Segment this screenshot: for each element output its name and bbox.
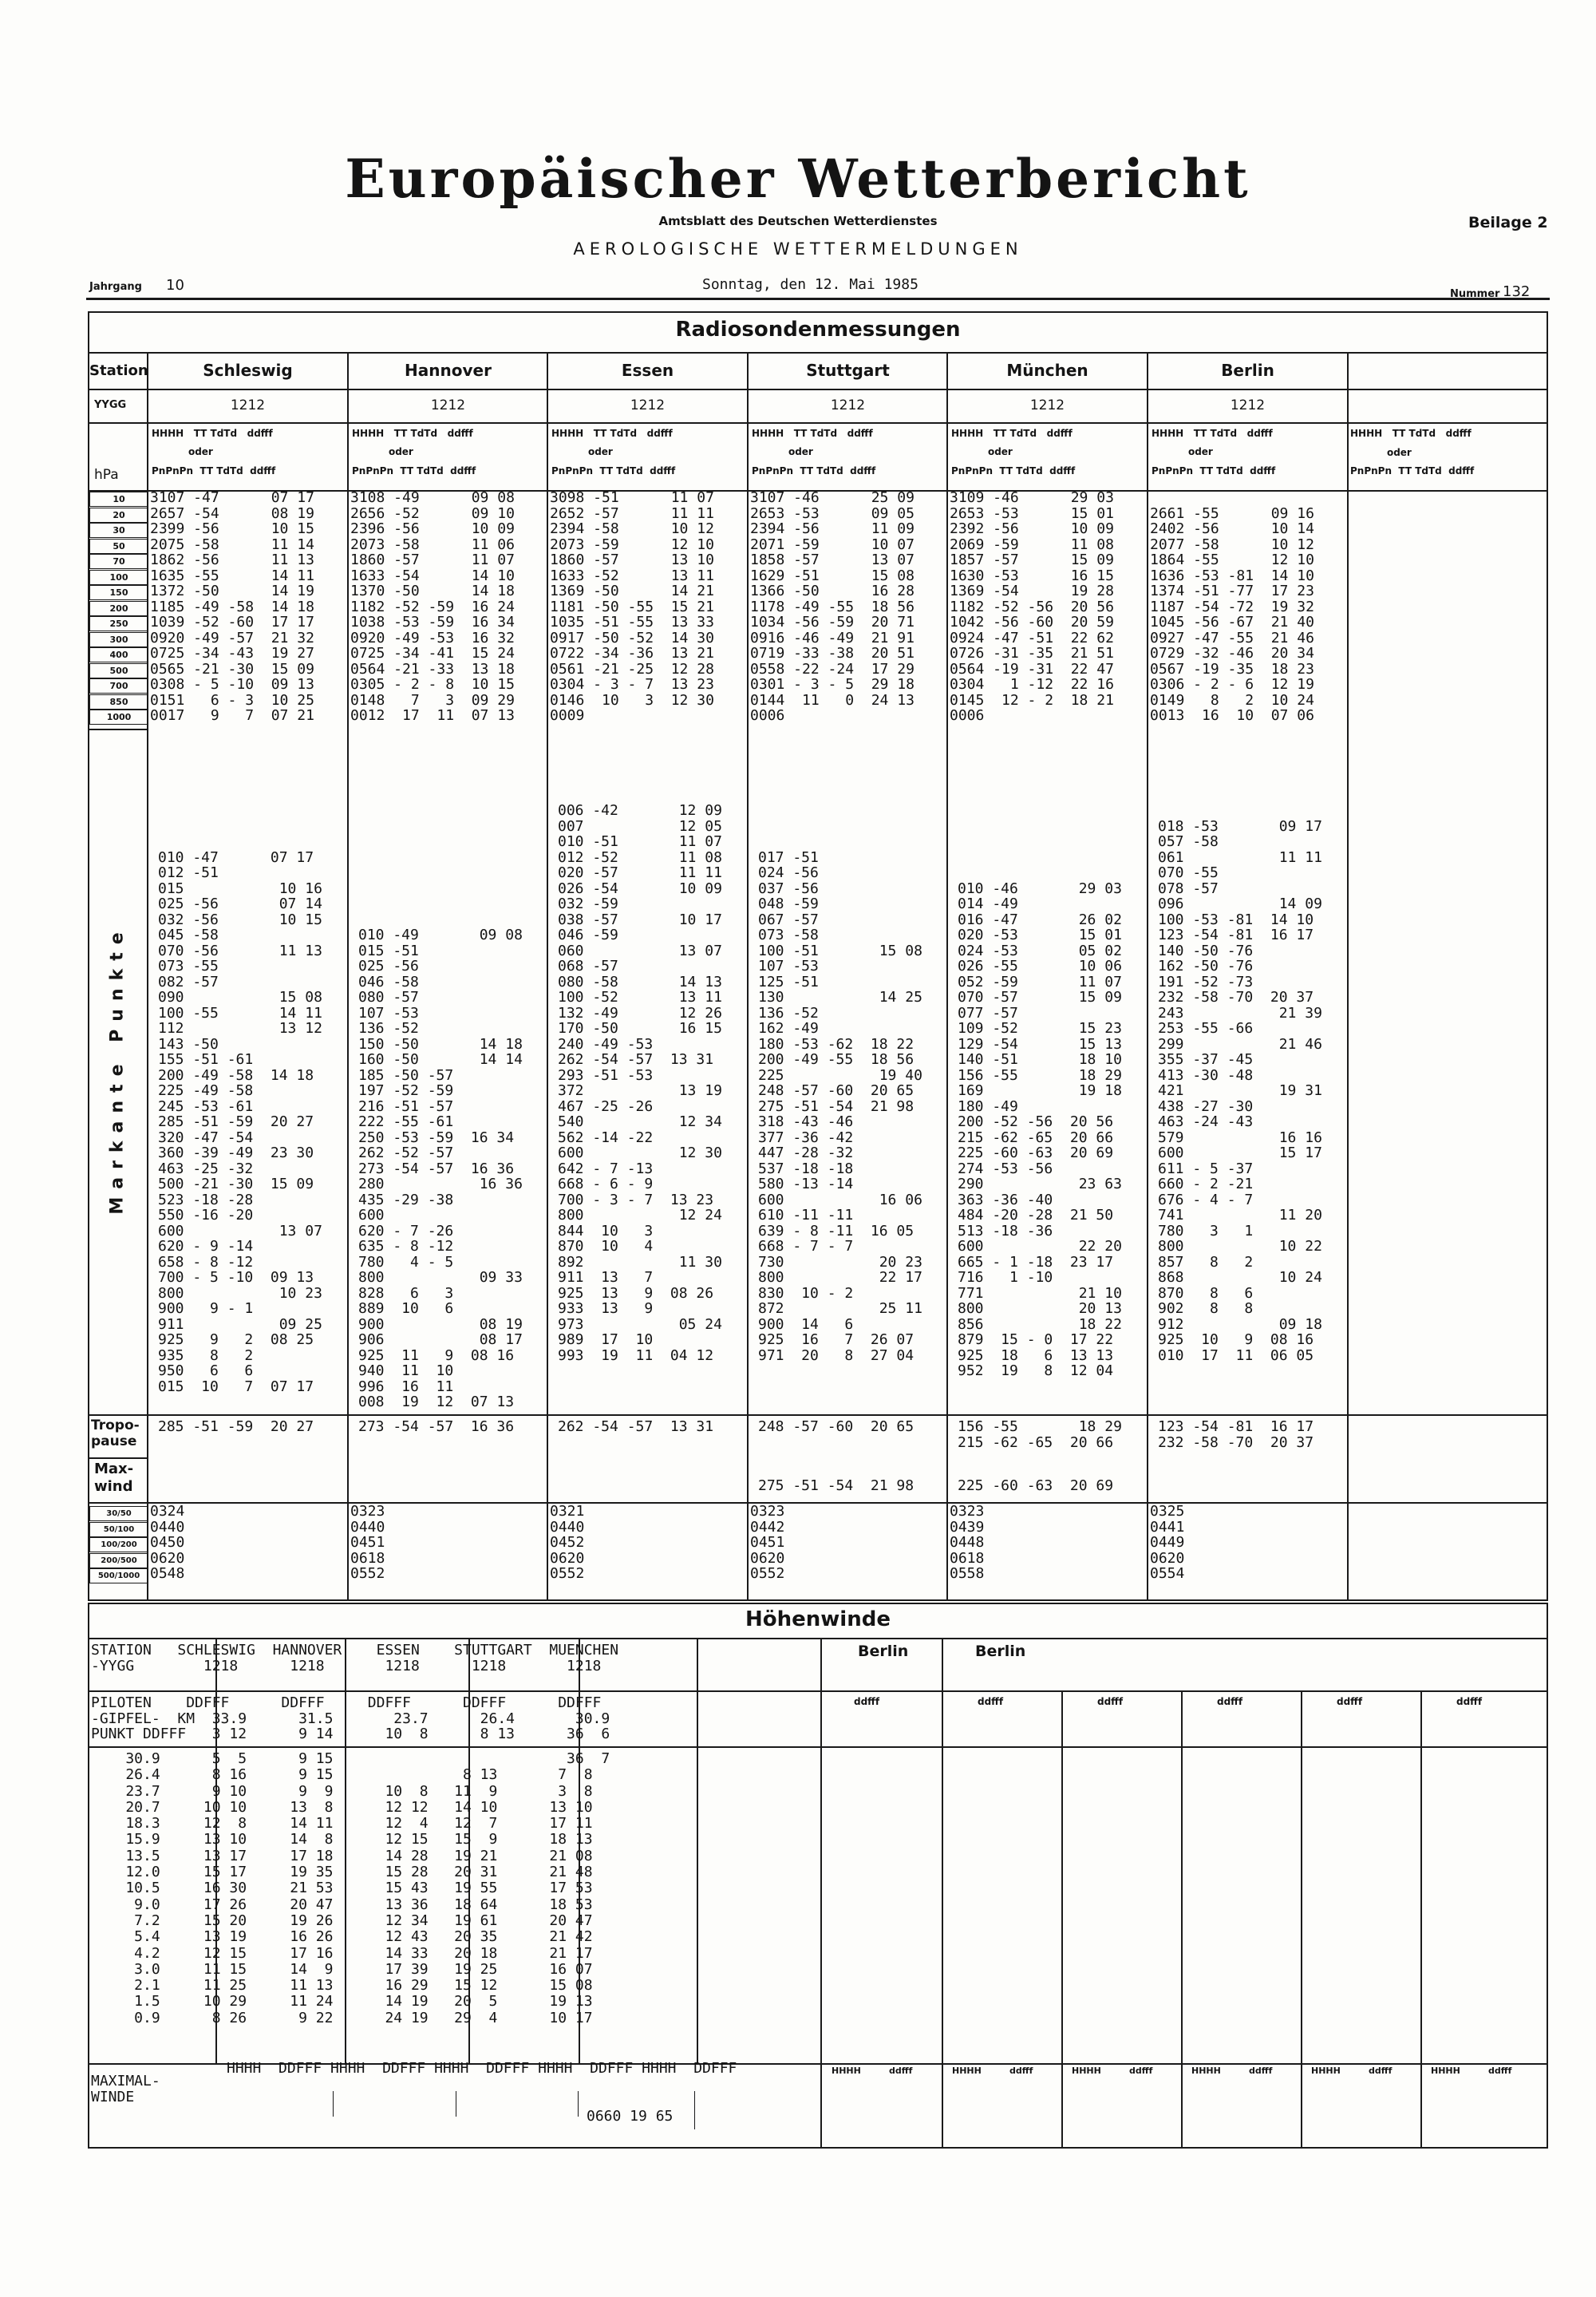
column-header-line2: oder (1350, 446, 1412, 458)
hw-maxwind-sublabel: ddfff (1249, 2066, 1273, 2076)
column-header-line2: oder (752, 446, 813, 457)
significant-points: 018 -53 09 17 057 -58 061 11 11 070 -55 078 -57 096 14 09 100 -53 -81 14 10 123 -54 -81 16 17 140 -50 -76 162 -50 -76 191 -52 -73 232 -58 -70 20 37 243 21 39 253 -55 -66 299 21 46 355 -37 -45 413 -30 -48 421 19 31 438 -27 -30 463 -24 -43 579 16 16 600 15 17 611 - 5 -37 660 - 2 -21 676 - 4 - 7 741 11 20 780 3 1 800 10 22 857 8 2 868 10 24 870 8 6 902 8 8 912 09 18 925 10 9 08 16 010 17 11 06 05 (1158, 817, 1322, 1364)
thickness-values: 0324 0440 0450 0620 0548 (150, 1503, 185, 1582)
significant-points: 006 -42 12 09 007 12 05 010 -51 11 07 012 -52 11 08 020 -57 11 11 026 -54 10 09 032 -59 038 -57 10 17 046 -59 060 13 07 068 -57 080 -58 14 13 100 -52 13 11 132 -49 12 26 170 -50 16 15 240 -49 -53 262 -54 -57 13 31 293 -51 -53 372 13 19 467 -25 -26 540 12 34 562 -14 -22 600 12 30 642 - 7 -13 668 - 6 - 9 700 - 3 - 7 13 23 800 12 24 844 10 3 870 10 4 892 11 30 911 13 7 925 13 9 08 26 933 13 9 973 05 24 989 17 10 993 19 11 04 12 (558, 802, 722, 1364)
hw-extra-station-1: Berlin (858, 1643, 909, 1660)
hw-ddfff-label: ddfff (1097, 1696, 1124, 1707)
column-header-line3: PnPnPn TT TdTd ddfff (1152, 465, 1276, 476)
column-header-line3: PnPnPn TT TdTd ddfff (951, 465, 1076, 476)
hw-extra-station-2: Berlin (975, 1643, 1026, 1660)
hw-piloten-block: PILOTEN DDFFF DDFFF DDFFF DDFFF DDFFF -GIPFEL- KM 33.9 31.5 23.7 26.4 30.9 PUNKT DDFFF 3 12 9 14 10 8 8 13 36 6 (91, 1694, 610, 1742)
hw-maxwind-sublabel: ddfff (1369, 2066, 1393, 2076)
station-name: Hannover (405, 361, 492, 380)
standard-levels: 3108 -49 09 08 2656 -52 09 10 2396 -56 10 09 2073 -58 11 06 1860 -57 11 07 1633 -54 14 10 1370 -50 14 18 1182 -52 -59 16 24 1038 -53 -59 16 34 0920 -49 -53 16 32 0725 -34 -41 15 24 0564 -21 -33 13 18 0305 - 2 - 8 10 15 0148 7 3 09 29 0012 17 11 07 13 (350, 489, 515, 724)
standard-levels: 2661 -55 09 16 2402 -56 10 14 2077 -58 10 12 1864 -55 12 10 1636 -53 -81 14 10 1374 -51 -77 17 23 1187 -54 -72 19 32 1045 -56 -67 21 40 0927 -47 -55 21 46 0729 -32 -46 20 34 0567 -19 -35 18 23 0306 - 2 - 6 12 19 0149 8 2 10 24 0013 16 10 07 06 (1150, 504, 1314, 724)
thickness-values: 0325 0441 0449 0620 0554 (1150, 1503, 1185, 1582)
station-yygg: 1212 (430, 397, 466, 413)
hw-maxwind-sublabel: HHHH (1431, 2066, 1460, 2076)
hw-ddfff-label: ddfff (978, 1696, 1004, 1707)
hpa-level-label: 20 (89, 508, 148, 523)
tropopause-values: 262 -54 -57 13 31 (558, 1418, 714, 1435)
station-name: Essen (621, 361, 674, 380)
section-title: AEROLOGISCHE WETTERMELDUNGEN (573, 239, 1023, 259)
hpa-level-label: 300 (89, 632, 148, 647)
maxwind-values: 275 -51 -54 21 98 (758, 1477, 915, 1494)
thickness-layer-label: 200/500 (89, 1553, 148, 1568)
column-header-line2: oder (951, 446, 1013, 457)
station-name: Schleswig (203, 361, 293, 380)
hw-maxwind-sublabel: HHHH (832, 2066, 861, 2076)
hpa-level-label: 50 (89, 539, 148, 554)
thickness-values: 0323 0439 0448 0618 0558 (950, 1503, 985, 1582)
column-header-line2: oder (152, 446, 213, 457)
tropopause-values: 273 -54 -57 16 36 (358, 1418, 515, 1435)
hw-wind-table: 30.9 5 5 9 15 36 7 26.4 8 16 9 15 8 13 7 8 23.7 9 10 9 9 10 8 11 9 3 8 20.7 10 10 13 8 12 12 14 10 13 10 18.3 12 8 14 11 12 4 12 7 17 11 15.9 13 10 14 8 12 15 15 9 18 13 13.5 13 17 17 18 14 28 19 21 21 08 12.0 15 17 19 35 15 28 20 31 21 48 10.5 16 30 21 53 15 43 19 55 17 53 9.0 17 26 20 47 13 36 18 64 18 53 7.2 15 20 19 26 12 34 19 61 20 47 5.4 13 19 16 26 12 43 20 35 21 42 4.2 12 15 17 16 14 33 20 18 21 17 3.0 11 15 14 9 17 39 19 25 16 07 2.1 11 25 11 13 16 29 15 12 15 08 1.5 10 29 11 24 14 19 20 5 19 13 0.9 8 26 9 22 24 19 29 4 10 17 (125, 1750, 610, 2026)
station-yygg: 1212 (830, 397, 866, 413)
thickness-layer-label: 30/50 (89, 1506, 148, 1521)
hw-maxwind-sublabel: HHHH (1311, 2066, 1341, 2076)
nummer-value: 132 (1503, 283, 1531, 300)
column-header-line3: PnPnPn TT TdTd ddfff (752, 465, 876, 476)
yygg-label: YYGG (94, 399, 127, 411)
column-header-line3: PnPnPn TT TdTd ddfff (1350, 465, 1475, 476)
tropopause-values: 248 -57 -60 20 65 (758, 1418, 915, 1435)
hoehenwinde-title: Höhenwinde (745, 1607, 891, 1631)
page-subtitle: Amtsblatt des Deutschen Wetterdienstes (658, 214, 938, 228)
significant-points: 010 -49 09 08 015 -51 025 -56 046 -58 080 -57 107 -53 136 -52 150 -50 14 18 160 -50 14 14 185 -50 -57 197 -52 -59 216 -51 -57 222 -55 -61 250 -53 -59 16 34 262 -52 -57 273 -54 -57 16 36 280 16 36 435 -29 -38 600 620 - 7 -26 635 - 8 -12 780 4 - 5 800 09 33 828 6 3 889 10 6 900 08 19 906 08 17 925 11 9 08 16 940 11 10 996 16 11 008 19 12 07 13 (358, 927, 523, 1410)
hw-maxwind-sublabel: HHHH (952, 2066, 982, 2076)
jahrgang-value: 10 (166, 277, 184, 294)
column-header-line1: HHHH TT TdTd ddfff (1350, 428, 1472, 439)
beilage-label: Beilage 2 (1468, 214, 1548, 231)
hw-ddfff-label: ddfff (854, 1696, 880, 1707)
hw-maxwind-sublabel: ddfff (889, 2066, 913, 2076)
standard-levels: 3107 -47 07 17 2657 -54 08 19 2399 -56 10 15 2075 -58 11 14 1862 -56 11 13 1635 -55 14 11 1372 -50 14 19 1185 -49 -58 14 18 1039 -52 -60 17 17 0920 -49 -57 21 32 0725 -34 -43 19 27 0565 -21 -30 15 09 0308 - 5 -10 09 13 0151 6 - 3 10 25 0017 9 7 07 21 (150, 489, 314, 724)
thickness-layer-label: 100/200 (89, 1537, 148, 1552)
maxwind-label: Max- wind (94, 1461, 134, 1495)
column-header-line2: oder (551, 446, 613, 457)
hpa-label: hPa (94, 467, 119, 483)
tropopause-values: 123 -54 -81 16 17 232 -58 -70 20 37 (1158, 1418, 1314, 1451)
radiosonde-title: Radiosondenmessungen (675, 318, 961, 342)
standard-levels: 3107 -46 25 09 2653 -53 09 05 2394 -56 11 09 2071 -59 10 07 1858 -57 13 07 1629 -51 15 08 1366 -50 16 28 1178 -49 -55 18 56 1034 -56 -59 20 71 0916 -46 -49 21 91 0719 -33 -38 20 51 0558 -22 -24 17 29 0301 - 3 - 5 29 18 0144 11 0 24 13 0006 (750, 489, 915, 724)
thickness-values: 0323 0440 0451 0618 0552 (350, 1503, 385, 1582)
column-header-line1: HHHH TT TdTd ddfff (152, 428, 273, 439)
station-name: Stuttgart (806, 361, 890, 380)
column-header-line3: PnPnPn TT TdTd ddfff (551, 465, 676, 476)
hpa-level-label: 500 (89, 663, 148, 678)
hpa-level-label: 250 (89, 616, 148, 631)
station-label: Station (89, 362, 148, 379)
date-line: Sonntag, den 12. Mai 1985 (702, 276, 918, 293)
hw-ddfff-label: ddfff (1337, 1696, 1363, 1707)
markante-punkte-label: Markante Punkte (107, 924, 128, 1215)
hw-ddfff-label: ddfff (1456, 1696, 1483, 1707)
standard-levels: 3098 -51 11 07 2652 -57 11 11 2394 -58 10 12 2073 -59 12 10 1860 -57 13 10 1633 -52 13 11 1369 -50 14 21 1181 -50 -55 15 21 1035 -51 -55 13 33 0917 -50 -52 14 30 0722 -34 -36 13 21 0561 -21 -25 12 28 0304 - 3 - 7 13 23 0146 10 3 12 30 0009 (550, 489, 714, 724)
column-header-line1: HHHH TT TdTd ddfff (551, 428, 673, 439)
tropopause-values: 156 -55 18 29 215 -62 -65 20 66 (958, 1418, 1122, 1451)
station-yygg: 1212 (1029, 397, 1065, 413)
significant-points: 010 -47 07 17 012 -51 015 10 16 025 -56 07 14 032 -56 10 15 045 -58 070 -56 11 13 073 -55 082 -57 090 15 08 100 -55 14 11 112 13 12 143 -50 155 -51 -61 200 -49 -58 14 18 225 -49 -58 245 -53 -61 285 -51 -59 20 27 320 -47 -54 360 -39 -49 23 30 463 -25 -32 500 -21 -30 15 09 523 -18 -28 550 -16 -20 600 13 07 620 - 9 -14 658 - 8 -12 700 - 5 -10 09 13 800 10 23 900 9 - 1 911 09 25 925 9 2 08 25 935 8 2 950 6 6 015 10 7 07 17 (158, 848, 322, 1395)
column-header-line3: PnPnPn TT TdTd ddfff (152, 465, 276, 476)
hpa-level-label: 850 (89, 694, 148, 710)
station-yygg: 1212 (230, 397, 266, 413)
hw-maxwind-sublabel: HHHH (1072, 2066, 1101, 2076)
hpa-level-label: 150 (89, 585, 148, 600)
hpa-level-label: 30 (89, 523, 148, 538)
hpa-level-label: 70 (89, 554, 148, 569)
hw-maxwind-sublabel: ddfff (1488, 2066, 1512, 2076)
station-yygg: 1212 (630, 397, 666, 413)
column-header-line2: oder (352, 446, 413, 457)
hpa-level-label: 700 (89, 678, 148, 694)
hw-maxwind-value: 0660 19 65 (587, 2108, 674, 2125)
column-header-line1: HHHH TT TdTd ddfff (352, 428, 473, 439)
column-header-line1: HHHH TT TdTd ddfff (951, 428, 1073, 439)
hpa-level-label: 100 (89, 570, 148, 585)
hpa-level-label: 200 (89, 601, 148, 616)
station-name: München (1006, 361, 1088, 380)
station-name: Berlin (1221, 361, 1274, 380)
thickness-layer-label: 50/100 (89, 1522, 148, 1537)
significant-points: 010 -46 29 03 014 -49 016 -47 26 02 020 -53 15 01 024 -53 05 02 026 -55 10 06 052 -59 11 07 070 -57 15 09 077 -57 109 -52 15 23 129 -54 15 13 140 -51 18 10 156 -55 18 29 169 19 18 180 -49 200 -52 -56 20 56 215 -62 -65 20 66 225 -60 -63 20 69 274 -53 -56 290 23 63 363 -36 -40 484 -20 -28 21 50 513 -18 -36 600 22 20 665 - 1 -18 23 17 716 1 -10 771 21 10 800 20 13 856 18 22 879 15 - 0 17 22 925 18 6 13 13 952 19 8 12 04 (958, 880, 1122, 1379)
column-header-line1: HHHH TT TdTd ddfff (1152, 428, 1273, 439)
column-header-line2: oder (1152, 446, 1213, 457)
hw-maxwind-sublabel: ddfff (1009, 2066, 1033, 2076)
tropopause-values: 285 -51 -59 20 27 (158, 1418, 314, 1435)
hpa-level-label: 400 (89, 647, 148, 662)
hw-maxwind-sublabel: HHHH (1191, 2066, 1221, 2076)
hw-ddfff-label: ddfff (1217, 1696, 1243, 1707)
column-header-line3: PnPnPn TT TdTd ddfff (352, 465, 476, 476)
thickness-layer-label: 500/1000 (89, 1568, 148, 1583)
significant-points: 017 -51 024 -56 037 -56 048 -59 067 -57 073 -58 100 -51 15 08 107 -53 125 -51 130 14 25 136 -52 162 -49 180 -53 -62 18 22 200 -49 -55 18 56 225 19 40 248 -57 -60 20 65 275 -51 -54 21 98 318 -43 -46 377 -36 -42 447 -28 -32 537 -18 -18 580 -13 -14 600 16 06 610 -11 -11 639 - 8 -11 16 05 668 - 7 - 7 730 20 23 800 22 17 830 10 - 2 872 25 11 900 14 6 925 16 7 26 07 971 20 8 27 04 (758, 848, 922, 1364)
column-header-line1: HHHH TT TdTd ddfff (752, 428, 873, 439)
page-title: Europäischer Wetterbericht (345, 148, 1251, 210)
hpa-level-label: 1000 (89, 710, 148, 725)
maxwind-values: 225 -60 -63 20 69 (958, 1477, 1114, 1494)
hw-station-header: STATION SCHLESWIG HANNOVER ESSEN STUTTGART MUENCHEN -YYGG 1218 1218 1218 1218 1218 (91, 1642, 619, 1674)
nummer-label: Nummer (1450, 288, 1500, 300)
standard-levels: 3109 -46 29 03 2653 -53 15 01 2392 -56 10 09 2069 -59 11 08 1857 -57 15 09 1630 -53 16 15 1369 -54 19 28 1182 -52 -56 20 56 1042 -56 -60 20 59 0924 -47 -51 22 62 0726 -31 -35 21 51 0564 -19 -31 22 47 0304 1 -12 22 16 0145 12 - 2 18 21 0006 (950, 489, 1114, 724)
hpa-level-label: 10 (89, 492, 148, 507)
jahrgang-label: Jahrgang (89, 281, 142, 293)
hw-maxwind-columns: HHHH DDFFF HHHH DDFFF HHHH DDFFF HHHH DDFFF HHHH DDFFF (227, 2060, 737, 2077)
hw-maxwind-label: MAXIMAL- WINDE (91, 2073, 160, 2105)
hw-maxwind-sublabel: ddfff (1129, 2066, 1153, 2076)
tropopause-label: Tropo- pause (91, 1417, 140, 1449)
station-yygg: 1212 (1230, 397, 1266, 413)
thickness-values: 0321 0440 0452 0620 0552 (550, 1503, 585, 1582)
thickness-values: 0323 0442 0451 0620 0552 (750, 1503, 785, 1582)
